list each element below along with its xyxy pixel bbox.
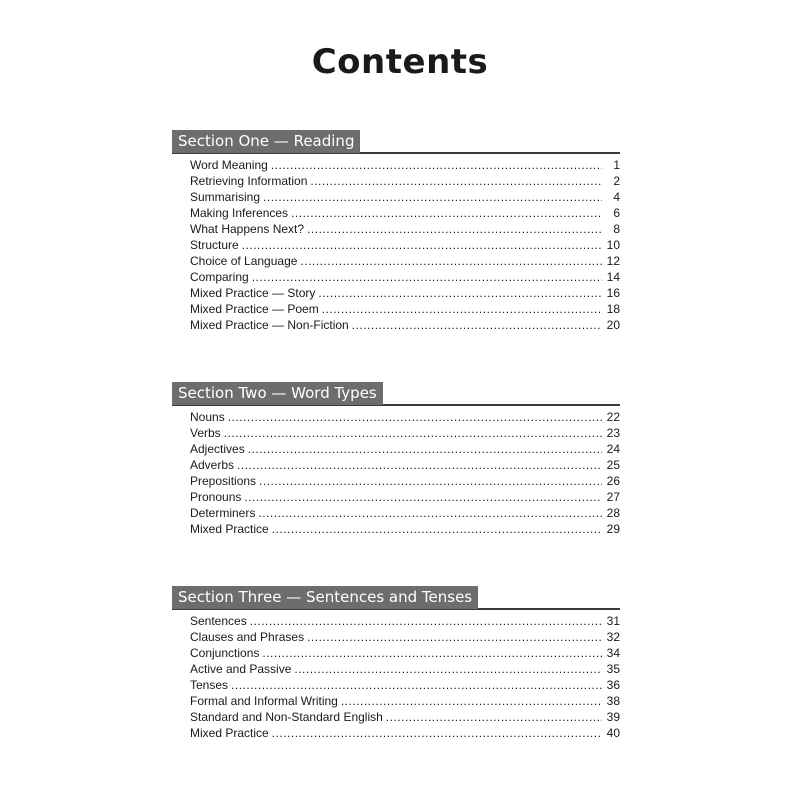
dot-leader bbox=[237, 457, 602, 473]
entry-title: Verbs bbox=[190, 425, 221, 440]
toc-entry bbox=[190, 269, 620, 285]
toc-entry bbox=[190, 457, 620, 473]
toc-entry bbox=[190, 285, 620, 301]
entry-title: Clauses and Phrases bbox=[190, 629, 305, 644]
dot-leader bbox=[242, 237, 602, 253]
entry-page-number: 16 bbox=[606, 285, 620, 300]
dot-leader bbox=[224, 425, 602, 441]
entry-page-number: 23 bbox=[606, 425, 620, 440]
entry-list bbox=[190, 157, 620, 333]
entry-page-number: 1 bbox=[613, 157, 620, 172]
toc-entry bbox=[190, 489, 620, 505]
entry-title: Standard and Non-Standard English bbox=[190, 709, 383, 724]
toc-entry bbox=[190, 301, 620, 317]
dot-leader bbox=[272, 725, 602, 741]
entry-title: Tenses bbox=[190, 677, 229, 692]
entry-title: Adverbs bbox=[190, 457, 235, 472]
entry-page-number: 26 bbox=[606, 473, 620, 488]
entry-title: Mixed Practice — Story bbox=[190, 285, 316, 300]
entry-page-number: 4 bbox=[613, 189, 620, 204]
entry-page-number: 32 bbox=[606, 629, 620, 644]
entry-title: Determiners bbox=[190, 505, 256, 520]
entry-list bbox=[190, 409, 620, 537]
toc-entry bbox=[190, 677, 620, 693]
entry-page-number: 10 bbox=[606, 237, 620, 252]
dot-leader bbox=[231, 677, 602, 693]
entry-title: Mixed Practice bbox=[190, 725, 269, 740]
toc-entry bbox=[190, 693, 620, 709]
entry-title: Active and Passive bbox=[190, 661, 292, 676]
toc-entry bbox=[190, 661, 620, 677]
entry-page-number: 29 bbox=[606, 521, 620, 536]
toc-entry bbox=[190, 709, 620, 725]
toc-entry bbox=[190, 521, 620, 537]
entry-title: What Happens Next? bbox=[190, 221, 305, 236]
entry-page-number: 24 bbox=[606, 441, 620, 456]
entry-page-number: 8 bbox=[613, 221, 620, 236]
toc-entry bbox=[190, 425, 620, 441]
section-two bbox=[172, 382, 620, 537]
dot-leader bbox=[341, 693, 602, 709]
toc-entry bbox=[190, 173, 620, 189]
entry-page-number: 31 bbox=[606, 613, 620, 628]
section-header: Section One — Reading bbox=[172, 130, 360, 153]
entry-page-number: 12 bbox=[606, 253, 620, 268]
entry-page-number: 28 bbox=[606, 505, 620, 520]
entry-page-number: 2 bbox=[613, 173, 620, 188]
entry-page-number: 27 bbox=[606, 489, 620, 504]
dot-leader bbox=[244, 489, 602, 505]
entry-page-number: 20 bbox=[606, 317, 620, 332]
entry-title: Formal and Informal Writing bbox=[190, 693, 338, 708]
dot-leader bbox=[271, 157, 602, 173]
entry-page-number: 22 bbox=[606, 409, 620, 424]
entry-title: Adjectives bbox=[190, 441, 245, 456]
entry-title: Nouns bbox=[190, 409, 225, 424]
dot-leader bbox=[291, 205, 602, 221]
dot-leader bbox=[228, 409, 602, 425]
dot-leader bbox=[250, 613, 602, 629]
toc-entry bbox=[190, 505, 620, 521]
dot-leader bbox=[352, 317, 602, 333]
entry-title: Conjunctions bbox=[190, 645, 260, 660]
section-header: Section Two — Word Types bbox=[172, 382, 383, 405]
entry-title: Choice of Language bbox=[190, 253, 298, 268]
dot-leader bbox=[272, 521, 602, 537]
entry-page-number: 14 bbox=[606, 269, 620, 284]
dot-leader bbox=[259, 473, 602, 489]
entry-title: Word Meaning bbox=[190, 157, 268, 172]
dot-leader bbox=[300, 253, 602, 269]
dot-leader bbox=[258, 505, 602, 521]
dot-leader bbox=[307, 629, 602, 645]
toc-entry bbox=[190, 645, 620, 661]
toc-entry bbox=[190, 725, 620, 741]
entry-page-number: 38 bbox=[606, 693, 620, 708]
toc-entry bbox=[190, 221, 620, 237]
entry-page-number: 34 bbox=[606, 645, 620, 660]
entry-title: Comparing bbox=[190, 269, 249, 284]
entry-page-number: 39 bbox=[606, 709, 620, 724]
dot-leader bbox=[318, 285, 602, 301]
toc-entry bbox=[190, 237, 620, 253]
entry-title: Retrieving Information bbox=[190, 173, 308, 188]
toc-entry bbox=[190, 629, 620, 645]
toc-entry bbox=[190, 613, 620, 629]
section-three bbox=[172, 586, 620, 741]
toc-entry bbox=[190, 441, 620, 457]
entry-title: Mixed Practice — Poem bbox=[190, 301, 319, 316]
entry-title: Prepositions bbox=[190, 473, 257, 488]
toc-entry bbox=[190, 205, 620, 221]
page-title: Contents bbox=[311, 42, 489, 82]
dot-leader bbox=[307, 221, 602, 237]
entry-page-number: 40 bbox=[606, 725, 620, 740]
entry-page-number: 6 bbox=[613, 205, 620, 220]
toc-entry bbox=[190, 317, 620, 333]
dot-leader bbox=[263, 189, 602, 205]
section-one bbox=[172, 130, 620, 333]
entry-page-number: 35 bbox=[606, 661, 620, 676]
toc-entry bbox=[190, 253, 620, 269]
entry-title: Structure bbox=[190, 237, 239, 252]
entry-title: Mixed Practice bbox=[190, 521, 269, 536]
dot-leader bbox=[310, 173, 602, 189]
dot-leader bbox=[252, 269, 602, 285]
entry-title: Making Inferences bbox=[190, 205, 289, 220]
dot-leader bbox=[294, 661, 602, 677]
dot-leader bbox=[248, 441, 602, 457]
toc-entry bbox=[190, 189, 620, 205]
entry-list bbox=[190, 613, 620, 741]
dot-leader bbox=[386, 709, 602, 725]
toc-entry bbox=[190, 157, 620, 173]
dot-leader bbox=[322, 301, 602, 317]
entry-page-number: 18 bbox=[606, 301, 620, 316]
entry-title: Sentences bbox=[190, 613, 247, 628]
entry-page-number: 25 bbox=[606, 457, 620, 472]
entry-page-number: 36 bbox=[606, 677, 620, 692]
dot-leader bbox=[262, 645, 602, 661]
entry-title: Mixed Practice — Non-Fiction bbox=[190, 317, 349, 332]
entry-title: Summarising bbox=[190, 189, 261, 204]
section-header: Section Three — Sentences and Tenses bbox=[172, 586, 478, 609]
toc-entry bbox=[190, 473, 620, 489]
toc-entry bbox=[190, 409, 620, 425]
entry-title: Pronouns bbox=[190, 489, 242, 504]
